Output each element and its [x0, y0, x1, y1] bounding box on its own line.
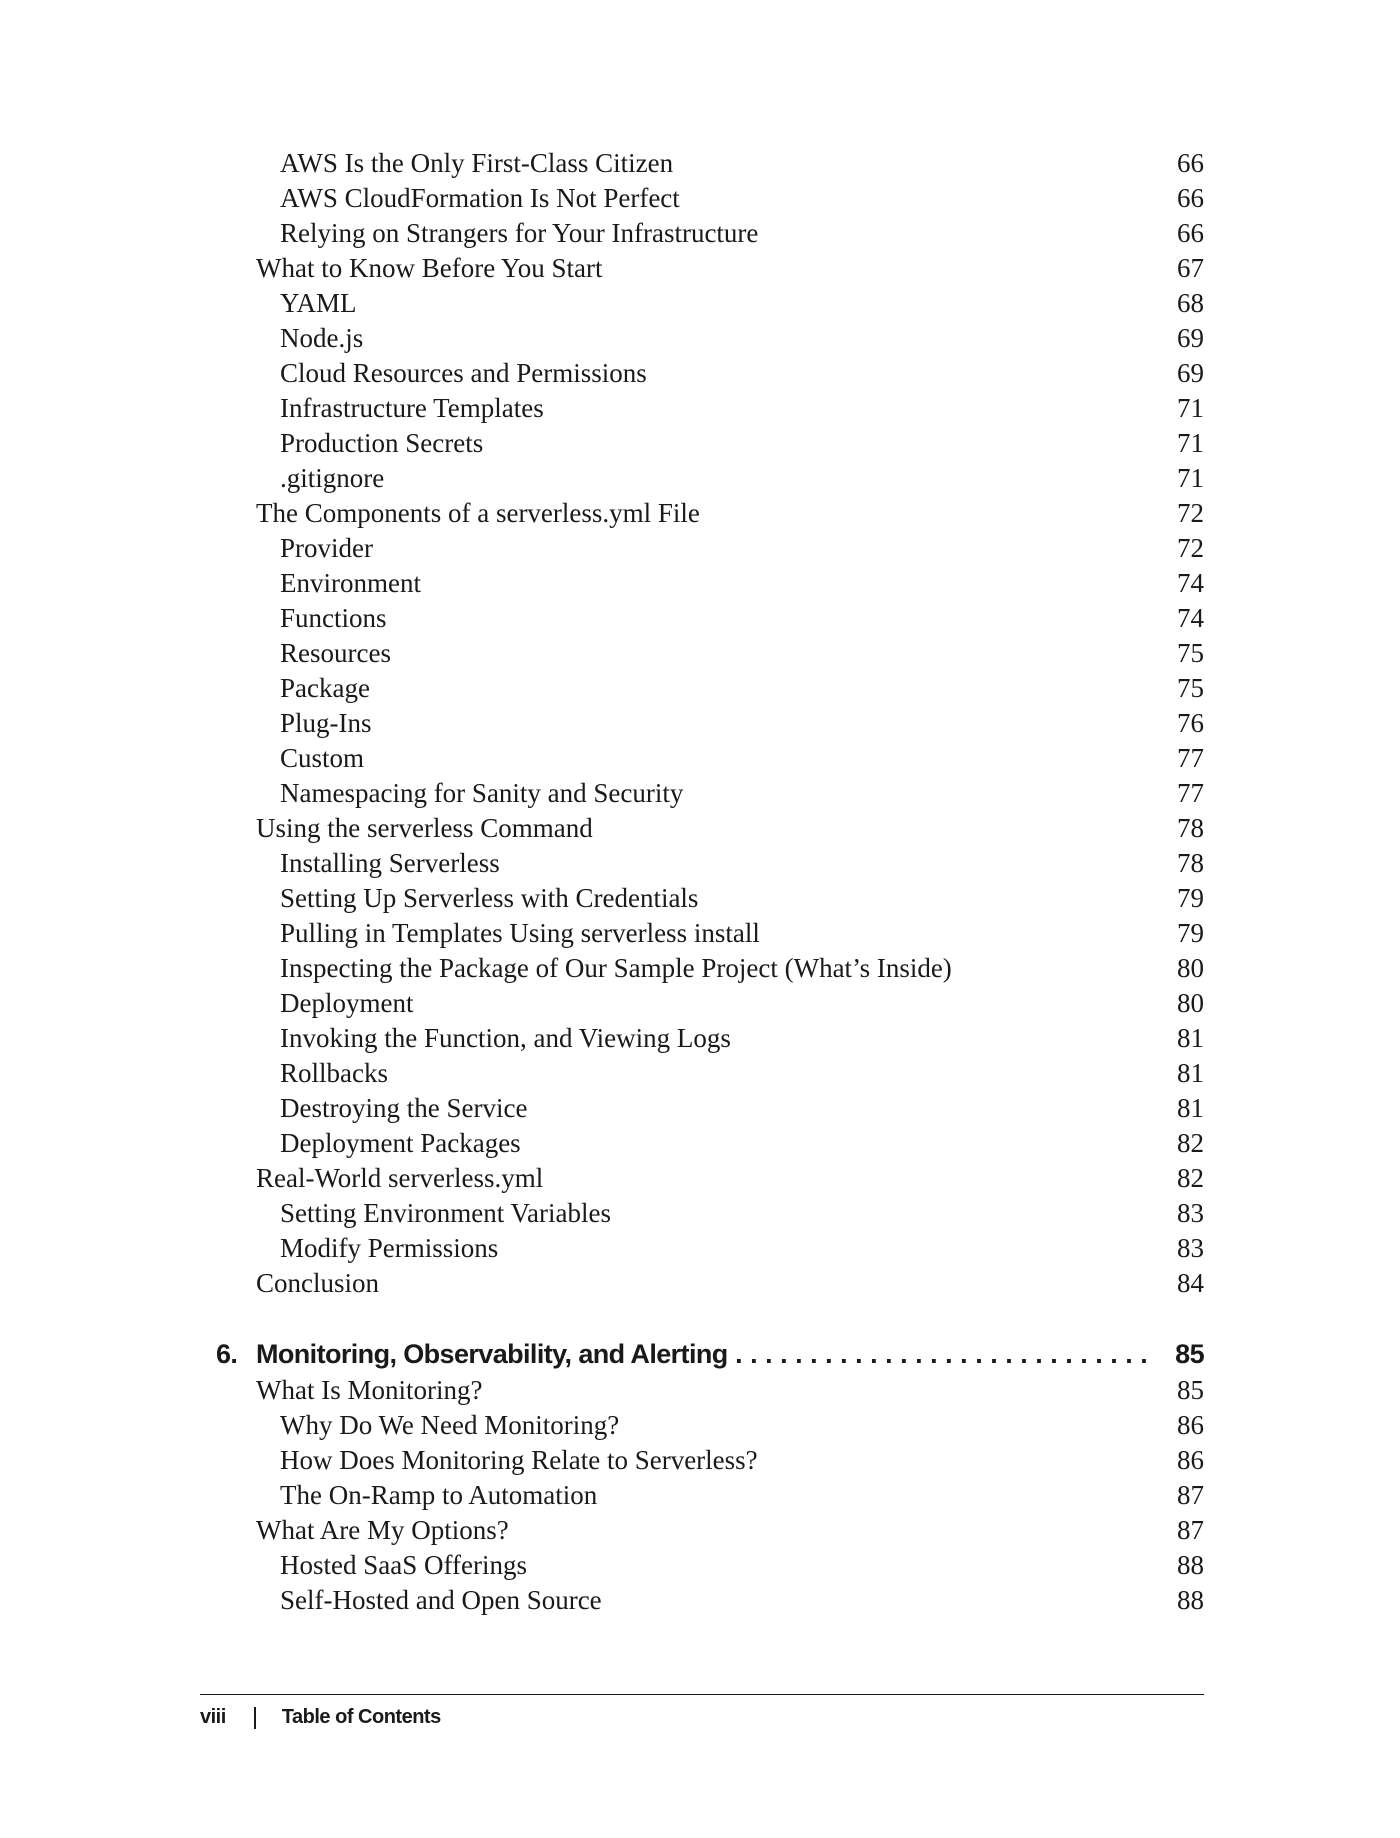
toc-entry-page-number: 86	[1177, 1410, 1204, 1440]
toc-subsection-entry	[216, 636, 1204, 671]
toc-entry-title: Self-Hosted and Open Source	[280, 1585, 602, 1615]
toc-subsection-entry	[216, 1443, 1204, 1478]
chapter-number: 6.	[216, 1339, 238, 1369]
toc-subsection-entry	[216, 916, 1204, 951]
toc-entry-page-number: 79	[1177, 918, 1204, 948]
toc-entry-title: Destroying the Service	[280, 1093, 528, 1123]
toc-section-entry	[216, 1373, 1204, 1408]
toc-section-entry	[216, 1161, 1204, 1196]
toc-subsection-entry	[216, 531, 1204, 566]
toc-entry-page-number: 77	[1177, 743, 1204, 773]
toc-entry-page-number: 66	[1177, 218, 1204, 248]
toc-subsection-entry	[216, 146, 1204, 181]
toc-entry-page-number: 71	[1177, 463, 1204, 493]
toc-subsection-entry	[216, 601, 1204, 636]
toc-entry-title: The Components of a serverless.yml File	[256, 498, 700, 528]
toc-subsection-entry	[216, 216, 1204, 251]
toc-entry-title: Setting Environment Variables	[280, 1198, 611, 1228]
toc-entry-title: Conclusion	[256, 1268, 380, 1298]
toc-entry-title: Cloud Resources and Permissions	[280, 358, 647, 388]
toc-entry-title: Real-World serverless.yml	[256, 1163, 544, 1193]
toc-entry-title: Relying on Strangers for Your Infrastructure	[280, 218, 759, 248]
toc-entry-page-number: 68	[1177, 288, 1204, 318]
toc-subsection-entry	[216, 426, 1204, 461]
toc-entry-page-number: 71	[1177, 393, 1204, 423]
toc-section-entry	[216, 251, 1204, 286]
toc-entry-page-number: 75	[1177, 673, 1204, 703]
toc-entry-page-number: 82	[1177, 1163, 1204, 1193]
toc-entry-title: Why Do We Need Monitoring?	[280, 1410, 620, 1440]
toc-entry-title: AWS CloudFormation Is Not Perfect	[280, 183, 680, 213]
toc-entry-page-number: 83	[1177, 1198, 1204, 1228]
toc-subsection-entry	[216, 461, 1204, 496]
toc-section-entry	[216, 1513, 1204, 1548]
toc-entry-title: Invoking the Function, and Viewing Logs	[280, 1023, 731, 1053]
toc-subsection-entry	[216, 566, 1204, 601]
toc-entry-title: Deployment	[280, 988, 414, 1018]
toc-chapter-entry	[216, 1335, 1204, 1373]
toc-entry-page-number: 74	[1177, 568, 1204, 598]
toc-entry-page-number: 66	[1177, 148, 1204, 178]
page-footer	[200, 1700, 441, 1734]
toc-entry-page-number: 72	[1177, 498, 1204, 528]
toc-subsection-entry	[216, 776, 1204, 811]
toc-entry-page-number: 67	[1177, 253, 1204, 283]
toc-entry-title: Infrastructure Templates	[280, 393, 544, 423]
toc-subsection-entry	[216, 1056, 1204, 1091]
toc-subsection-entry	[216, 1091, 1204, 1126]
table-of-contents	[216, 146, 1204, 1618]
toc-entry-title: Deployment Packages	[280, 1128, 521, 1158]
toc-entry-title: The On-Ramp to Automation	[280, 1480, 598, 1510]
toc-entry-page-number: 79	[1177, 883, 1204, 913]
toc-subsection-entry	[216, 321, 1204, 356]
toc-entry-title: Custom	[280, 743, 365, 773]
toc-entry-title: What to Know Before You Start	[256, 253, 603, 283]
toc-subsection-entry	[216, 356, 1204, 391]
toc-subsection-entry	[216, 881, 1204, 916]
toc-entry-page-number: 88	[1177, 1585, 1204, 1615]
toc-entry-title: Using the serverless Command	[256, 813, 593, 843]
toc-entry-page-number: 74	[1177, 603, 1204, 633]
toc-entry-title: Setting Up Serverless with Credentials	[280, 883, 699, 913]
toc-subsection-entry	[216, 286, 1204, 321]
toc-subsection-entry	[216, 951, 1204, 986]
toc-entry-page-number: 85	[1177, 1375, 1204, 1405]
toc-entry-page-number: 69	[1177, 358, 1204, 388]
toc-entry-title: Plug-Ins	[280, 708, 372, 738]
toc-entry-page-number: 81	[1177, 1058, 1204, 1088]
toc-entry-page-number: 72	[1177, 533, 1204, 563]
toc-entry-page-number: 78	[1177, 848, 1204, 878]
toc-entry-title: AWS Is the Only First-Class Citizen	[280, 148, 674, 178]
toc-subsection-entry	[216, 986, 1204, 1021]
footer-page-number: viii	[200, 1706, 226, 1728]
toc-subsection-entry	[216, 1231, 1204, 1266]
toc-entry-page-number: 86	[1177, 1445, 1204, 1475]
toc-entry-page-number: 78	[1177, 813, 1204, 843]
toc-subsection-entry	[216, 1548, 1204, 1583]
toc-entry-page-number: 80	[1177, 953, 1204, 983]
toc-entry-title: What Are My Options?	[256, 1515, 509, 1545]
toc-entry-title: Rollbacks	[280, 1058, 388, 1088]
toc-section-entry	[216, 811, 1204, 846]
footer-separator	[254, 1707, 256, 1729]
toc-entry-title: Namespacing for Sanity and Security	[280, 778, 684, 808]
toc-subsection-entry	[216, 1583, 1204, 1618]
toc-subsection-entry	[216, 741, 1204, 776]
toc-entry-page-number: 81	[1177, 1093, 1204, 1123]
toc-entry-page-number: 81	[1177, 1023, 1204, 1053]
toc-entry-title: Inspecting the Package of Our Sample Project (What’s Inside)	[280, 953, 952, 983]
toc-entry-page-number: 80	[1177, 988, 1204, 1018]
toc-entry-page-number: 76	[1177, 708, 1204, 738]
toc-entry-title: Installing Serverless	[280, 848, 500, 878]
toc-section-entry	[216, 1266, 1204, 1301]
toc-subsection-entry	[216, 1126, 1204, 1161]
toc-entry-title: Pulling in Templates Using serverless install	[280, 918, 760, 948]
toc-entry-title: Environment	[280, 568, 421, 598]
toc-entry-title: Node.js	[280, 323, 364, 353]
toc-entry-page-number: 84	[1177, 1268, 1204, 1298]
toc-entry-title: Package	[280, 673, 370, 703]
toc-entry-page-number: 87	[1177, 1480, 1204, 1510]
toc-entry-page-number: 83	[1177, 1233, 1204, 1263]
toc-subsection-entry	[216, 846, 1204, 881]
toc-entry-title: Production Secrets	[280, 428, 484, 458]
toc-entry-title: Hosted SaaS Offerings	[280, 1550, 527, 1580]
toc-entry-page-number: 71	[1177, 428, 1204, 458]
toc-subsection-entry	[216, 1408, 1204, 1443]
toc-subsection-entry	[216, 706, 1204, 741]
toc-entry-title: What Is Monitoring?	[256, 1375, 483, 1405]
toc-entry-page-number: 88	[1177, 1550, 1204, 1580]
toc-subsection-entry	[216, 391, 1204, 426]
toc-entry-title: Functions	[280, 603, 387, 633]
toc-subsection-entry	[216, 671, 1204, 706]
toc-subsection-entry	[216, 181, 1204, 216]
toc-entry-page-number: 69	[1177, 323, 1204, 353]
toc-section-entry	[216, 496, 1204, 531]
toc-subsection-entry	[216, 1021, 1204, 1056]
toc-entry-title: .gitignore	[280, 463, 385, 493]
toc-entry-title: Monitoring, Observability, and Alerting . . .	[256, 1335, 1148, 1373]
footer-section-title: Table of Contents	[281, 1706, 441, 1728]
toc-entry-page-number: 82	[1177, 1128, 1204, 1158]
toc-entry-page-number: 85	[1175, 1339, 1204, 1369]
toc-subsection-entry	[216, 1196, 1204, 1231]
toc-entry-title: How Does Monitoring Relate to Serverless?	[280, 1445, 758, 1475]
toc-subsection-entry	[216, 1478, 1204, 1513]
toc-entry-page-number: 75	[1177, 638, 1204, 668]
toc-entry-title: Resources	[280, 638, 391, 668]
toc-entry-page-number: 77	[1177, 778, 1204, 808]
toc-entry-title: Modify Permissions	[280, 1233, 499, 1263]
toc-entry-title: YAML	[280, 288, 357, 318]
toc-entry-page-number: 66	[1177, 183, 1204, 213]
footer-divider	[200, 1694, 1204, 1695]
toc-entry-title: Provider	[280, 533, 373, 563]
toc-entry-page-number: 87	[1177, 1515, 1204, 1545]
